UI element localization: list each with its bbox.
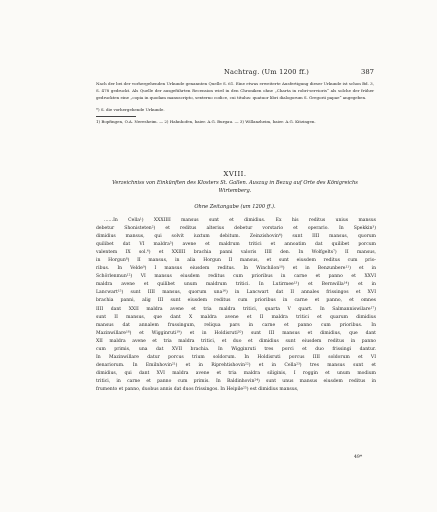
body-line: debetur Shonisteten²) et reditus alterius debetur vorstario et operario. In Spekkin³) xyxy=(96,226,376,232)
body-line: dimidius mansus, qui solvit iuxtum debitum. Zeinzishovin⁴) sunt IIII mansus, quorum xyxy=(96,234,376,240)
body-line: ……In Cella¹) XXXIIII mansus sunt et dimidius. Ex his reditus unius mansus xyxy=(104,218,376,223)
body-line: XII maldra avene et tria maldra tritici, et duo et dimidius sunt eiusdem reditus in panno xyxy=(96,338,376,344)
running-title: Nachtrag. (Um 1200 ff.) xyxy=(224,68,310,76)
body-line: frumento et panno, duobus annis dat duos frissingos. In Heipile²⁵) est dimidius mansus, xyxy=(96,386,299,392)
body-line: maldra avene et quilibet unum maldrum tritici. In Lutirmee¹³) et Bernwilla¹⁴) et in xyxy=(96,282,376,288)
source-note: Nach der bei der vorhergehenden Urkunde genannten Quelle S. 61. Eine etwas erweiterte Ausfertigung dieser Urkunde ist schon Bd. 3, S. 478 gedruckt. Als Quelle der ausgeführten Recension wird in den Chroniken ohne „Charta in robri-servioris“ als solche der früher gedruckten eine „copia in quodam manuscripto, sexterno codice, cui titulus: quatuor libri dialogorum S. Gregorii papae“ angegeben. xyxy=(96,81,374,100)
body-line: Lancwart¹⁵) sunt IIII mansus, quorum una¹⁶) in Lancwart dat II annales frissingos et XVI xyxy=(96,290,376,296)
body-line: IIII dant XXII maldra avene et tria maldra tritici, quarta V quart. In Salmanniswilare¹⁷) xyxy=(96,306,376,312)
page-number: 387 xyxy=(361,68,374,76)
date-line: Ohne Zeitangabe (um 1200 ff.). xyxy=(194,204,276,210)
body-line: Schörlenmun¹²) VI mansus eiusdem reditus cum prioribus in carne et panno et XXVI xyxy=(96,274,376,280)
body-line: dimidius, qui dant XVI maldra avene et tria maldra siliginis, I roggin et unum modium xyxy=(96,370,376,376)
body-line: ribus. In Velde⁹) I mansus eiusdem reditus. In Winchilon¹⁰) et in Benzunbere¹¹) et in xyxy=(96,266,376,272)
body-line: denariorum. In Emilnhovin²¹) et in Riprehtishovin²²) et in Cella²³) tres mansus sunt et xyxy=(96,362,376,368)
footnote-rule xyxy=(96,116,136,117)
body-line: valentem IX sol.⁶) et XXIIII brachia panni valoris IIII den. In Wolfgelts⁷) II mansus, xyxy=(96,250,376,256)
body-line: brachia panni, alig III sunt eiusdem reditus cum prioribus in carne et panno, et omnes xyxy=(96,298,376,304)
body-text xyxy=(96,217,376,394)
body-line: quilibet dat VI maldra⁵) avene et maldrum tritici et annoatim dat quilibet porcum xyxy=(96,242,376,248)
footnotes: 1) Bopfingen, O.A. Neresheim. — 2) Hahnhofen, baier. A.G. Burgau. — 3) Willanzheim, baier. A.G. Kitzingen. xyxy=(96,119,316,124)
document-title: Verzeichniss von Einkünften des Klosters St. Gallen. Auszug in Bezug auf Orte des Königreichs Wirtemberg. xyxy=(112,180,358,194)
body-line: Mazinwillare¹⁸) et Wigginruti¹⁹) et in Holdisruti²⁰) sunt III mansus et dimidius, que dant xyxy=(96,330,376,336)
signature-mark: 49* xyxy=(354,455,363,460)
body-line: In Mazinwillare datur porcus trium soldorum. In Holdisruti porcus IIII soldorum et VI xyxy=(96,354,376,360)
body-line: mansus dat annalem frussingum, reliqua pars in carne et panno cum prioribus. In xyxy=(96,322,376,328)
body-line: cum primis, una dat XVII brachia. In Wigginruti tres porci et duo frissingi dantur. xyxy=(96,346,376,352)
body-line: in Horgun⁸) II mansus, in alia Horgun II mansus, et sunt eiusdem reditus cum prio- xyxy=(96,258,376,264)
body-line: sunt II mansus, que dant X maldra avene et II maldra tritici et quarum dimidius xyxy=(96,314,376,320)
body-line: tritici, in carne et panno cum primis. In Baldinhovin²⁴) sunt unus mansus eiusdem reditus in xyxy=(96,378,376,384)
document-number: XVIII. xyxy=(223,170,247,178)
footnote-star: *) S. die vorhergehende Urkunde. xyxy=(96,107,165,112)
